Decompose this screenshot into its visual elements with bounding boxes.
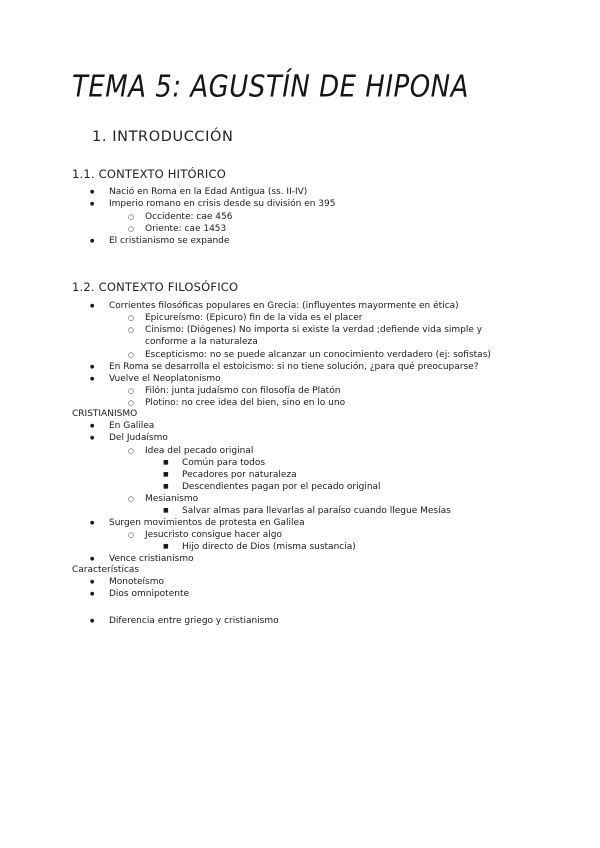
list-item: Dios omnipotente xyxy=(109,589,190,599)
list-item: Surgen movimientos de protesta en Galilea xyxy=(109,518,305,528)
section-heading-introduccion: 1. INTRODUCCIÓN xyxy=(92,129,234,145)
list-item: Hijo directo de Dios (misma sustancia) xyxy=(182,542,356,552)
subsection-heading-contexto-historico: 1.1. CONTEXTO HITÓRICO xyxy=(72,167,226,181)
list-item: Cinismo: (Diógenes) No importa si existe la verdad ;defiende vida simple y conforme a la naturaleza xyxy=(145,325,483,347)
bullet-icon xyxy=(90,420,94,433)
hollow-bullet-icon xyxy=(128,445,134,458)
bullet-icon xyxy=(90,373,94,386)
list-item: Salvar almas para llevarlas al paraíso cuando llegue Mesías xyxy=(182,506,451,516)
subsection-heading-contexto-filosofico: 1.2. CONTEXTO FILOSÓFICO xyxy=(72,280,239,294)
list-item: Nació en Roma en la Edad Antigua (ss. II-IV) xyxy=(109,187,308,197)
bullet-icon xyxy=(90,517,94,530)
list-item: Epicureísmo: (Epicuro) fin de la vida es el placer xyxy=(145,313,363,323)
hollow-bullet-icon xyxy=(128,385,134,398)
list-item: Vence cristianismo xyxy=(109,554,194,564)
square-bullet-icon xyxy=(163,541,169,554)
list-item: Corrientes filosóficas populares en Grecia: (influyentes mayormente en ética) xyxy=(109,301,459,311)
list-item: Plotino: no cree idea del bien, sino en lo uno xyxy=(145,398,346,408)
bullet-icon xyxy=(90,576,94,589)
list-item: Imperio romano en crisis desde su división en 395 xyxy=(109,199,336,209)
hollow-bullet-icon xyxy=(128,529,134,542)
list-item: Jesucristo consigue hacer algo xyxy=(145,530,282,540)
square-bullet-icon xyxy=(163,457,169,470)
bullet-icon xyxy=(90,361,94,374)
hollow-bullet-icon xyxy=(128,223,134,236)
hollow-bullet-icon xyxy=(128,324,134,337)
list-item: Idea del pecado original xyxy=(145,446,254,456)
list-item: Diferencia entre griego y cristianismo xyxy=(109,616,279,626)
hollow-bullet-icon xyxy=(128,349,134,362)
hollow-bullet-icon xyxy=(128,211,134,224)
list-item: Escepticismo: no se puede alcanzar un conocimiento verdadero (ej: sofistas) xyxy=(145,350,491,360)
list-item: Común para todos xyxy=(182,458,266,468)
list-item: En Roma se desarrolla el estoicismo: si no tiene solución, ¿para qué preocuparse? xyxy=(109,362,479,372)
square-bullet-icon xyxy=(163,481,169,494)
list-item: Occidente: cae 456 xyxy=(145,212,233,222)
list-item: Pecadores por naturaleza xyxy=(182,470,297,480)
bullet-icon xyxy=(90,235,94,248)
hollow-bullet-icon xyxy=(128,493,134,506)
hollow-bullet-icon xyxy=(128,312,134,325)
square-bullet-icon xyxy=(163,469,169,482)
document-title: TEMA 5: AGUSTÍN DE HIPONA xyxy=(72,70,469,105)
list-item: Oriente: cae 1453 xyxy=(145,224,227,234)
caracteristicas-label: Características xyxy=(72,565,140,575)
square-bullet-icon xyxy=(163,505,169,518)
bullet-icon xyxy=(90,198,94,211)
list-item: Vuelve el Neoplatonismo xyxy=(109,374,221,384)
bullet-icon xyxy=(90,186,94,199)
list-item: Descendientes pagan por el pecado original xyxy=(182,482,381,492)
bullet-icon xyxy=(90,615,94,628)
bullet-icon xyxy=(90,300,94,313)
list-item: El cristianismo se expande xyxy=(109,236,230,246)
list-item: Filón: junta judaísmo con filosofía de Platón xyxy=(145,386,341,396)
list-item: En Galilea xyxy=(109,421,155,431)
bullet-icon xyxy=(90,432,94,445)
cristianismo-label: CRISTIANISMO xyxy=(72,409,138,419)
list-item: Mesianismo xyxy=(145,494,199,504)
list-item: Monoteísmo xyxy=(109,577,165,587)
list-item: Del Judaísmo xyxy=(109,433,168,443)
bullet-icon xyxy=(90,588,94,601)
